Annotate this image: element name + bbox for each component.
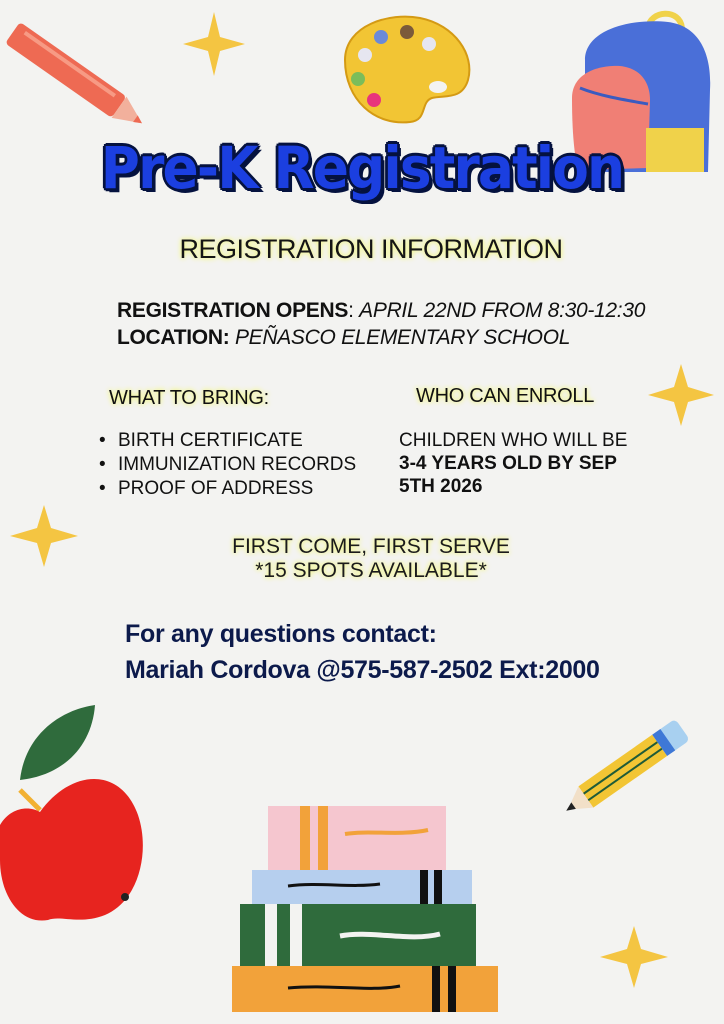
- contact-prompt: For any questions contact:: [125, 620, 437, 648]
- books-icon: [232, 806, 498, 1012]
- pencil-icon: [559, 719, 690, 822]
- what-to-bring-list: [99, 429, 356, 501]
- crayon-icon: [5, 22, 149, 134]
- spots-available-text: *15 SPOTS AVAILABLE*: [255, 559, 487, 582]
- section-heading: REGISTRATION INFORMATION: [179, 234, 563, 264]
- enroll-line-3: 5TH 2026: [399, 476, 483, 497]
- registration-opens-line: REGISTRATION OPENS: APRIL 22ND FROM 8:30-12:30: [117, 299, 646, 322]
- apple-icon: [0, 705, 143, 921]
- list-item: • BIRTH CERTIFICATE: [99, 429, 356, 453]
- star-icon: [183, 12, 245, 76]
- page-title: Pre-K Registration: [100, 134, 624, 202]
- enroll-line-1: CHILDREN WHO WILL BE: [399, 430, 628, 451]
- registration-opens-value: APRIL 22ND FROM 8:30-12:30: [359, 299, 646, 322]
- who-can-enroll-heading: WHO CAN ENROLL: [416, 385, 595, 407]
- palette-icon: [345, 17, 469, 123]
- enroll-line-2: 3-4 YEARS OLD BY SEP: [399, 453, 617, 474]
- registration-opens-label: REGISTRATION OPENS: [117, 299, 349, 322]
- star-icon: [600, 926, 668, 988]
- who-can-enroll-text: [399, 429, 639, 498]
- location-value: PEÑASCO ELEMENTARY SCHOOL: [234, 326, 571, 349]
- star-icon: [648, 364, 714, 426]
- location-label: LOCATION:: [117, 326, 230, 349]
- first-come-text: FIRST COME, FIRST SERVE: [232, 535, 510, 558]
- what-to-bring-heading: WHAT TO BRING:: [109, 387, 269, 409]
- contact-details: Mariah Cordova @575-587-2502 Ext:2000: [125, 656, 600, 684]
- availability-note: [0, 535, 724, 583]
- list-item: • PROOF OF ADDRESS: [99, 477, 356, 501]
- location-line: [117, 326, 570, 350]
- list-item: • IMMUNIZATION RECORDS: [99, 453, 356, 477]
